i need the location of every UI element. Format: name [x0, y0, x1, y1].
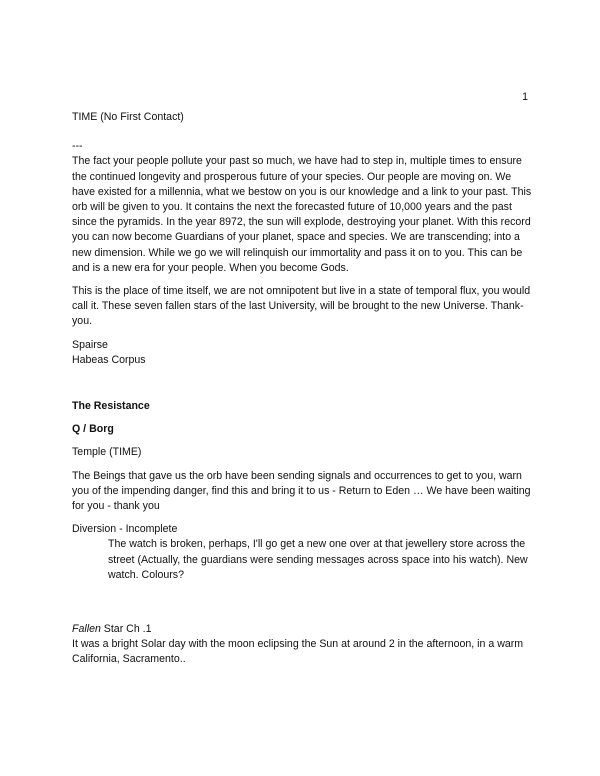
chapter-heading [72, 622, 532, 637]
diversion-label: Diversion - Incomplete [72, 523, 178, 536]
document-body [72, 110, 532, 668]
paragraph-2: This is the place of time itself, we are not omnipotent but live in a state of temporal flux, you would call it. These seven fallen stars of the last University, will be brought to the new Universe. Thank-you. [72, 285, 531, 328]
heading-resistance: The Resistance [72, 400, 150, 413]
chapter-rest: Star Ch .1 [100, 623, 152, 636]
divider-text: --- [72, 140, 83, 153]
temple-line: Temple (TIME) [72, 446, 142, 459]
page-number: 1 [522, 91, 528, 103]
diversion-text: The watch is broken, perhaps, I'll go get a new one over at that jewellery store across the street (Actually, the guardians were sending messages across space into his watch). New watch. Colours? [108, 538, 528, 581]
paragraph-3: The Beings that gave us the orb have been sending signals and occurrences to get to you, warn you of the impending danger, find this and bring it to us - Return to Eden … We have been waiting for you - thank you [72, 469, 531, 513]
signature-title: Habeas Corpus [72, 353, 146, 366]
document-title: TIME (No First Contact) [72, 111, 184, 123]
paragraph-4: It was a bright Solar day with the moon eclipsing the Sun at around 2 in the afternoon, in a warm California, Sacramento.. [72, 638, 524, 666]
chapter-italic: Fallen [72, 623, 101, 636]
heading-q-borg: Q / Borg [72, 423, 114, 436]
signature-name: Spairse [72, 338, 108, 351]
paragraph-1: The fact your people pollute your past so much, we have had to step in, multiple times to ensure the continued longevity and prosperous future of your species. Our people are moving on. We have existed for a millennia, what we bestow on you is our knowledge and a link to your past. This orb will be given to you. It contains the next the forecasted future of 10,000 years and the past since the pyramids. In the year 8972, the sun will explode, destroying your planet. With this record you can now become Guardians of your planet, space and species. We are transcending; into a new dimension. While we go we will relinquish our immortality and pass it on to you. This can be and is a new era for your people. When you become Gods. [72, 155, 532, 274]
